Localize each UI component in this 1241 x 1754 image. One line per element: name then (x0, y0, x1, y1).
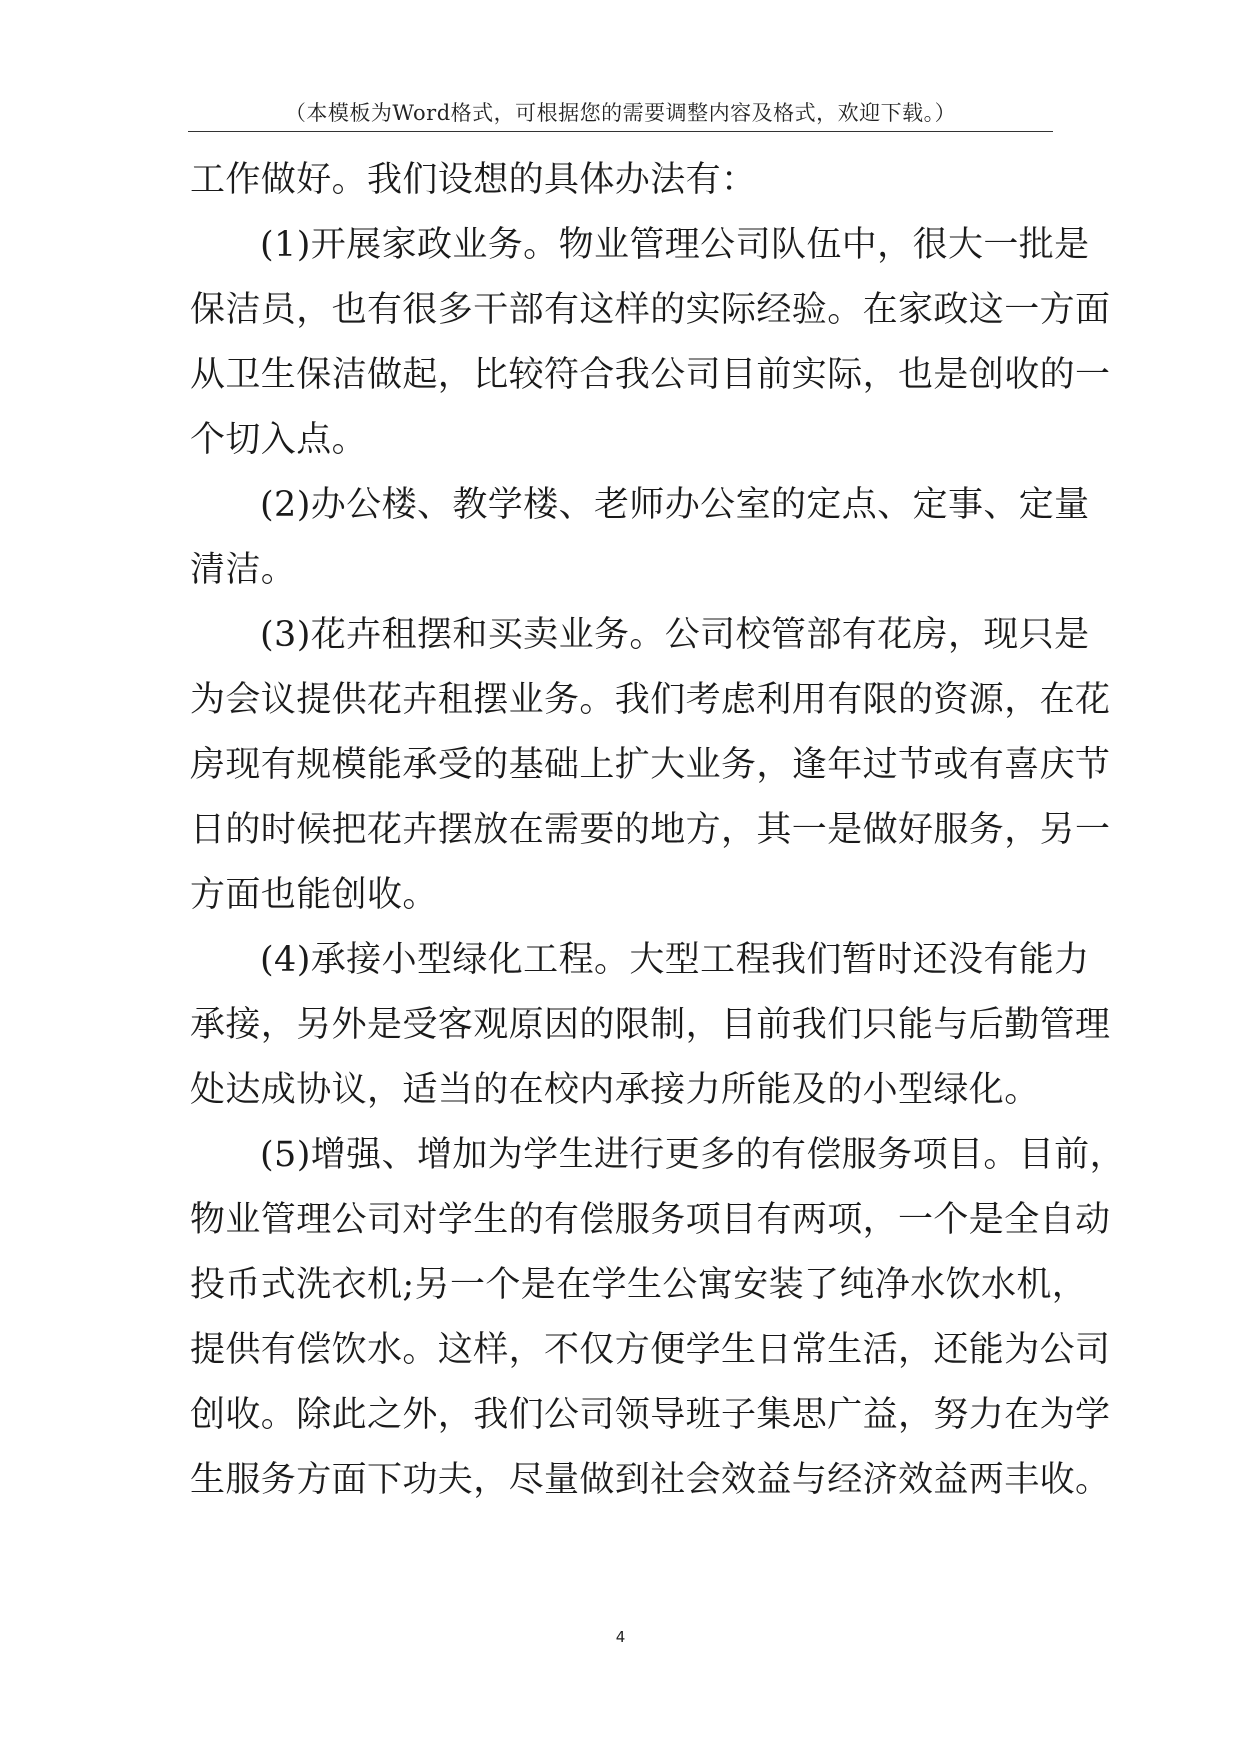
body-line: 保洁员，也有很多干部有这样的实际经验。在家政这一方面 (190, 290, 1111, 330)
body-line: 从卫生保洁做起，比较符合我公司目前实际，也是创收的一 (190, 355, 1111, 395)
body-line: (5)增强、增加为学生进行更多的有偿服务项目。目前， (260, 1135, 1125, 1175)
document-body (190, 148, 1125, 1513)
body-line: 提供有偿饮水。这样，不仅方便学生日常生活，还能为公司 (190, 1330, 1111, 1370)
body-line: 物业管理公司对学生的有偿服务项目有两项，一个是全自动 (190, 1200, 1111, 1240)
body-line: 处达成协议，适当的在校内承接力所能及的小型绿化。 (190, 1070, 1040, 1110)
body-line: 个切入点。 (190, 420, 368, 460)
body-line: 工作做好。我们设想的具体办法有： (190, 160, 757, 200)
body-line: 生服务方面下功夫，尽量做到社会效益与经济效益两丰收。 (190, 1460, 1111, 1500)
body-line: (4)承接小型绿化工程。大型工程我们暂时还没有能力 (260, 940, 1090, 980)
body-line: 创收。除此之外，我们公司领导班子集思广益，努力在为学 (190, 1395, 1111, 1435)
body-line: (3)花卉租摆和买卖业务。公司校管部有花房，现只是 (260, 615, 1090, 655)
body-line: 方面也能创收。 (190, 875, 438, 915)
page-header: （本模板为Word格式，可根据您的需要调整内容及格式，欢迎下载。） (284, 101, 957, 125)
body-line: 投币式洗衣机;另一个是在学生公寓安装了纯净水饮水机， (190, 1265, 1088, 1305)
header-divider (188, 131, 1053, 132)
body-line: 日的时候把花卉摆放在需要的地方，其一是做好服务，另一 (190, 810, 1111, 850)
body-line: (1)开展家政业务。物业管理公司队伍中，很大一批是 (260, 225, 1090, 265)
page-number: 4 (615, 1628, 626, 1646)
body-line: 承接，另外是受客观原因的限制，目前我们只能与后勤管理 (190, 1005, 1111, 1045)
body-line: 房现有规模能承受的基础上扩大业务，逢年过节或有喜庆节 (190, 745, 1111, 785)
body-line: 清洁。 (190, 550, 297, 590)
body-line: (2)办公楼、教学楼、老师办公室的定点、定事、定量 (260, 485, 1090, 525)
body-line: 为会议提供花卉租摆业务。我们考虑利用有限的资源，在花 (190, 680, 1111, 720)
